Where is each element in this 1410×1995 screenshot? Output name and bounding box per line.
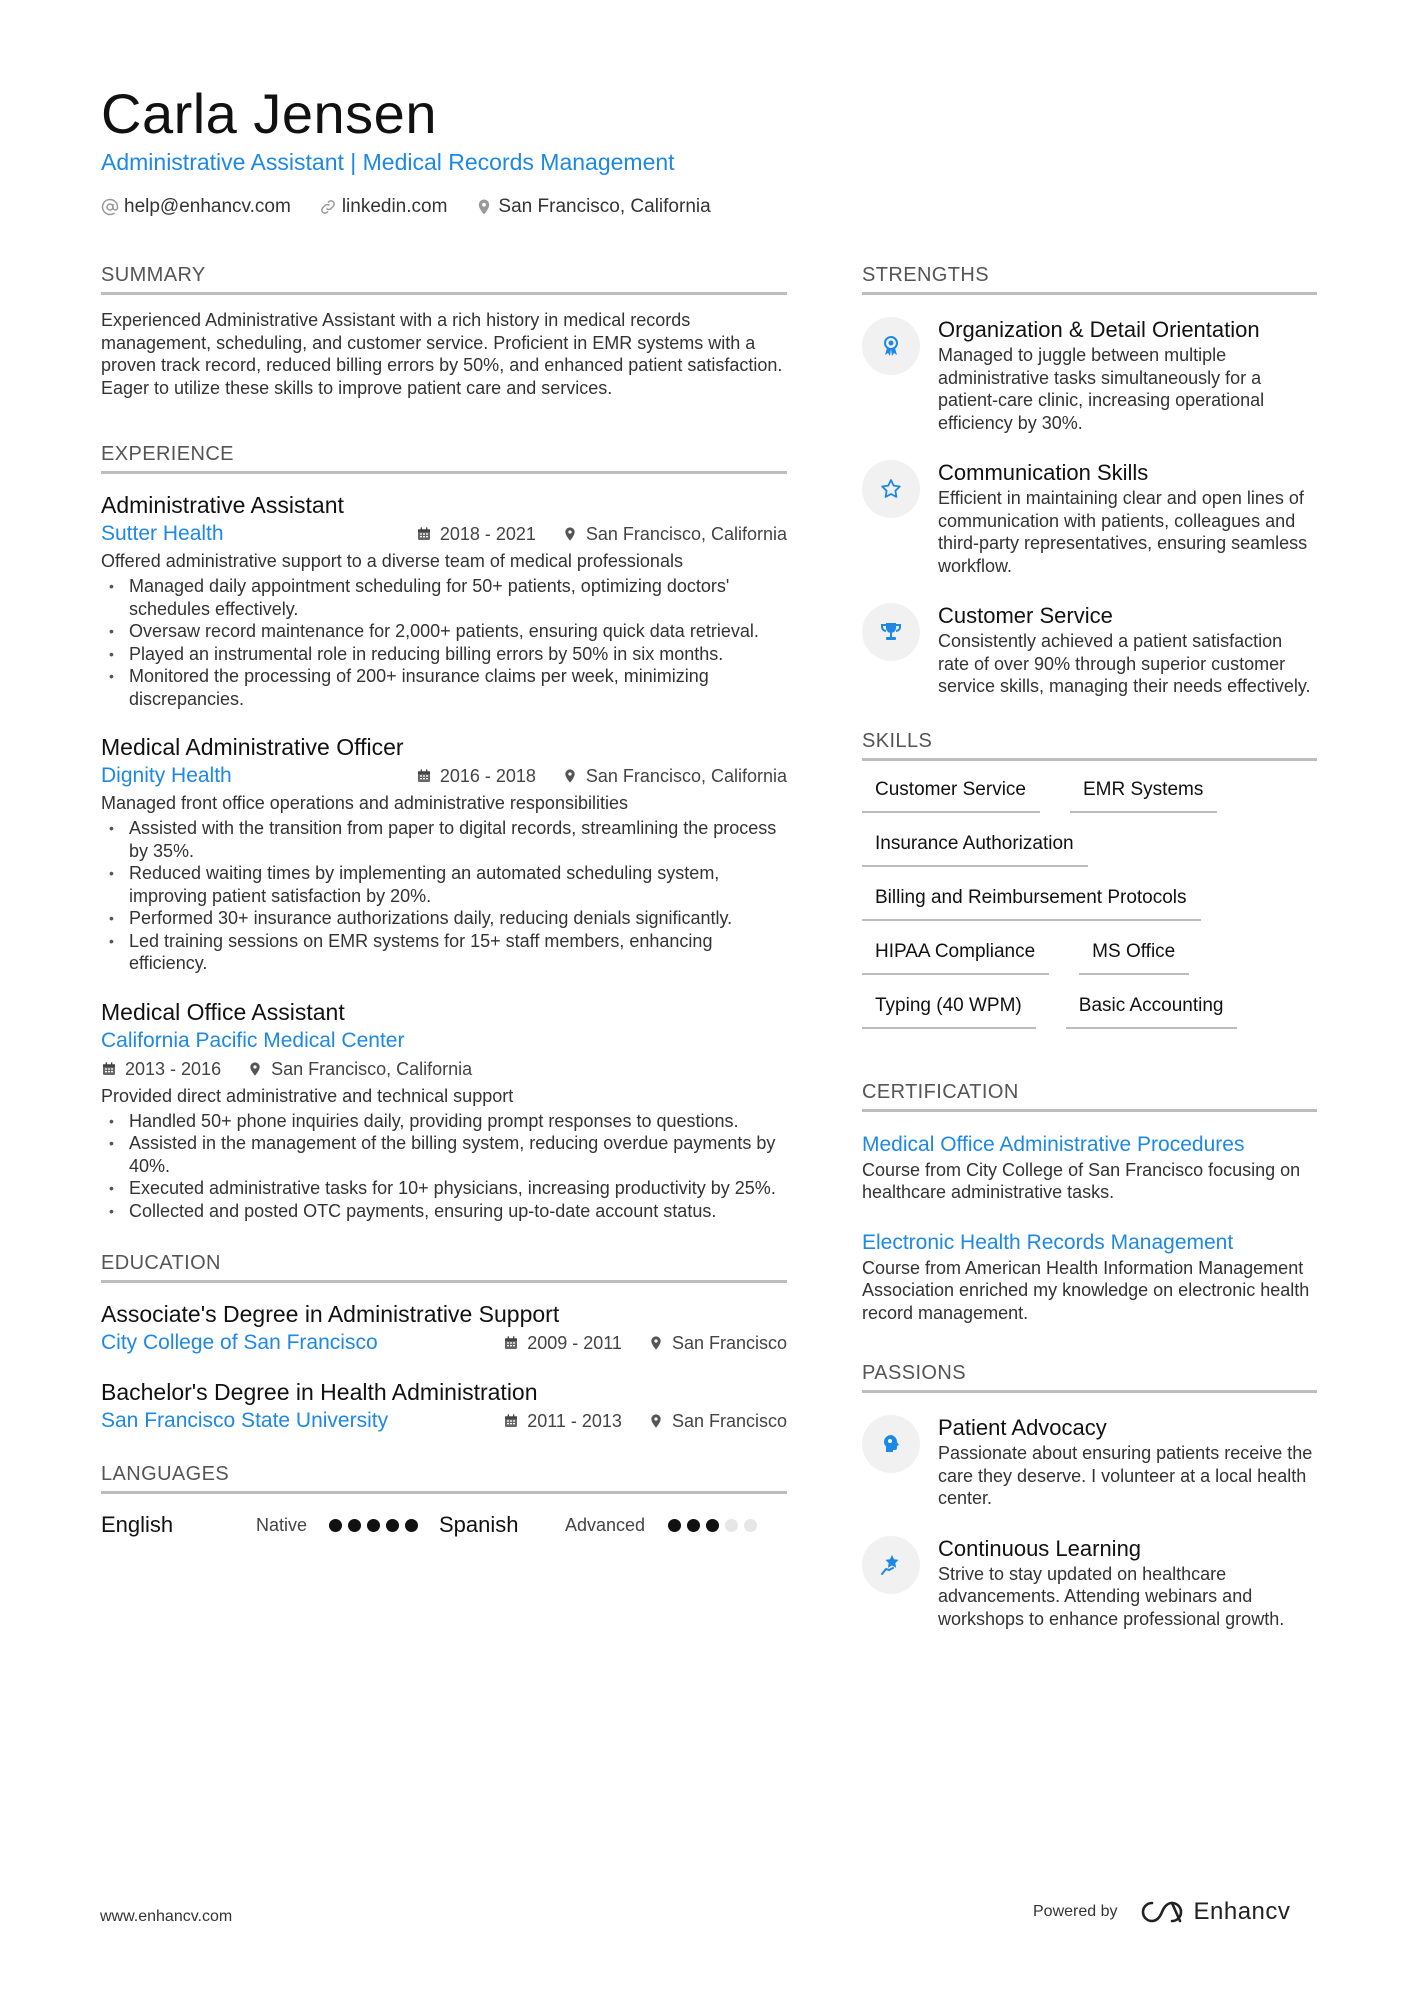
rating-dot-filled — [329, 1519, 342, 1532]
resume-subtitle: Administrative Assistant | Medical Records Management — [101, 149, 675, 175]
job-title: Medical Administrative Officer — [101, 734, 404, 760]
edu-school: City College of San Francisco — [101, 1331, 378, 1354]
education-entry — [101, 1299, 787, 1357]
education-heading: EDUCATION — [101, 1250, 787, 1283]
job-company: Dignity Health — [101, 764, 232, 787]
location-pin-icon — [562, 768, 578, 784]
language-level: Native — [256, 1514, 308, 1535]
certification-heading: CERTIFICATION — [862, 1079, 1317, 1112]
education-section — [101, 1250, 787, 1435]
cert-text: Course from City College of San Francisco focusing on healthcare administrative tasks. — [862, 1159, 1301, 1202]
skills-heading: SKILLS — [862, 728, 1317, 761]
strength-text: Efficient in maintaining clear and open lines of communication with patients, colleagues and third-party representatives, ensuring seamless workflow. — [938, 488, 1308, 576]
contact-bar — [101, 193, 711, 221]
edu-location — [648, 1329, 787, 1357]
footer-url-link[interactable]: www.enhancv.com — [100, 1908, 233, 1925]
edu-school: San Francisco State University — [101, 1409, 389, 1432]
skill-tag: EMR Systems — [1070, 777, 1217, 813]
edu-meta — [101, 1329, 787, 1357]
cert-text: Course from American Health Information Management Association enriched my knowledge on electronic health record management. — [862, 1257, 1310, 1323]
edu-meta-right — [503, 1407, 787, 1435]
job-dates-text: 2018 - 2021 — [439, 524, 536, 544]
summary-section — [101, 262, 787, 399]
job-dates — [416, 762, 536, 790]
passion-item — [862, 1413, 1317, 1510]
skills-row — [862, 993, 1317, 1029]
strengths-heading: STRENGTHS — [862, 262, 1317, 295]
experience-heading: EXPERIENCE — [101, 441, 787, 474]
job-dates-text: 2016 - 2018 — [439, 766, 536, 786]
passions-section — [862, 1360, 1317, 1630]
edu-dates-text: 2011 - 2013 — [527, 1411, 622, 1431]
contact-location — [475, 193, 710, 221]
calendar-icon — [101, 1061, 117, 1077]
strength-title: Communication Skills — [938, 460, 1149, 485]
job-company: Sutter Health — [101, 522, 224, 545]
bullet-item: • Oversaw record maintenance for 2,000+ patients, ensuring quick data retrieval. — [101, 620, 787, 643]
job-company: California Pacific Medical Center — [101, 1028, 405, 1052]
edu-location-text: San Francisco — [671, 1411, 787, 1431]
footer-brand[interactable] — [1033, 1898, 1290, 1926]
rating-dot-filled — [687, 1519, 700, 1532]
enhancv-logo-icon — [1138, 1899, 1186, 1925]
bullet-item: • Led training sessions on EMR systems for 15+ staff members, enhancing efficiency. — [101, 930, 787, 975]
trophy-icon — [879, 620, 903, 644]
job-location — [247, 1055, 472, 1083]
languages-row — [101, 1512, 787, 1538]
contact-email-text: help@enhancv.com — [124, 196, 291, 217]
contact-email[interactable] — [101, 193, 291, 221]
location-pin-icon — [562, 526, 578, 542]
passion-icon-wrap — [862, 1536, 920, 1594]
job-entry — [101, 997, 787, 1223]
skill-tag: Typing (40 WPM) — [862, 993, 1036, 1029]
skills-row — [862, 777, 1317, 813]
job-meta — [101, 520, 787, 548]
language-rating-dots — [329, 1519, 439, 1532]
calendar-icon — [416, 768, 432, 784]
cert-title: Medical Office Administrative Procedures — [862, 1132, 1245, 1156]
edu-dates — [503, 1407, 622, 1435]
job-bullets — [101, 575, 787, 710]
edu-meta — [101, 1407, 787, 1435]
passion-title: Patient Advocacy — [938, 1415, 1107, 1440]
location-pin-icon — [247, 1061, 263, 1077]
job-entry — [101, 732, 787, 975]
strength-item — [862, 601, 1317, 698]
brand-name: Enhancv — [1193, 1898, 1291, 1925]
rating-dot-empty — [725, 1519, 738, 1532]
strengths-section — [862, 262, 1317, 698]
rating-dot-filled — [367, 1519, 380, 1532]
rating-dot-empty — [744, 1519, 757, 1532]
job-dates — [416, 520, 536, 548]
bullet-item: • Collected and posted OTC payments, ensuring up-to-date account status. — [101, 1200, 787, 1223]
rating-dot-filled — [386, 1519, 399, 1532]
rating-dot-filled — [405, 1519, 418, 1532]
bullet-item: • Played an instrumental role in reducing billing errors by 50% in six months. — [101, 643, 787, 666]
award-ribbon-icon — [879, 334, 903, 358]
contact-location-text: San Francisco, California — [498, 196, 711, 217]
certification-section — [862, 1079, 1317, 1325]
job-meta — [101, 762, 787, 790]
bullet-item: • Performed 30+ insurance authorizations daily, reducing denials significantly. — [101, 907, 787, 930]
job-dates — [101, 1055, 221, 1083]
job-bullets — [101, 1110, 787, 1223]
summary-heading: SUMMARY — [101, 262, 787, 295]
skill-tag: MS Office — [1079, 939, 1189, 975]
location-pin-icon — [648, 1335, 664, 1351]
passion-icon-wrap — [862, 1415, 920, 1473]
job-location — [562, 762, 787, 790]
bullet-item: • Executed administrative tasks for 10+ physicians, increasing productivity by 25%. — [101, 1177, 787, 1200]
contact-linkedin-text: linkedin.com — [341, 196, 448, 217]
strength-icon-wrap — [862, 603, 920, 661]
calendar-icon — [503, 1335, 519, 1351]
job-location — [562, 520, 787, 548]
bullet-item: • Reduced waiting times by implementing an automated scheduling system, improving patient satisfaction by 20%. — [101, 862, 787, 907]
bullet-item: • Assisted in the management of the billing system, reducing overdue payments by 40%. — [101, 1132, 787, 1177]
calendar-icon — [416, 526, 432, 542]
job-bullets — [101, 817, 787, 975]
skill-tag: Customer Service — [862, 777, 1040, 813]
edu-location-text: San Francisco — [671, 1333, 787, 1353]
cert-item — [862, 1228, 1317, 1325]
location-pin-icon — [475, 198, 493, 216]
edu-location — [648, 1407, 787, 1435]
right-column — [862, 262, 1317, 1654]
edu-degree: Bachelor's Degree in Health Administration — [101, 1379, 538, 1405]
job-entry — [101, 490, 787, 710]
star-outline-icon — [879, 477, 903, 501]
contact-linkedin[interactable] — [319, 193, 448, 221]
strength-text: Consistently achieved a patient satisfaction rate of over 90% through superior customer service skills, managing their needs effectively. — [938, 631, 1311, 696]
language-rating-dots — [668, 1519, 778, 1532]
skills-row — [862, 939, 1317, 975]
job-meta-right — [416, 520, 787, 548]
strength-title: Organization & Detail Orientation — [938, 317, 1260, 342]
languages-heading: LANGUAGES — [101, 1461, 787, 1494]
skills-list — [862, 777, 1317, 1029]
job-meta — [101, 1027, 787, 1055]
calendar-icon — [503, 1413, 519, 1429]
passion-item — [862, 1534, 1317, 1631]
passion-title: Continuous Learning — [938, 1535, 1142, 1561]
powered-by-label: Powered by — [1033, 1903, 1118, 1920]
passion-text: Passionate about ensuring patients receive the care they deserve. I volunteer at a local health center. — [938, 1443, 1313, 1508]
skill-tag: Insurance Authorization — [862, 831, 1088, 867]
left-column — [101, 262, 787, 1538]
job-meta-right — [416, 762, 787, 790]
location-pin-icon — [648, 1413, 664, 1429]
edu-dates-text: 2009 - 2011 — [527, 1333, 622, 1353]
resume-name: Carla Jensen — [101, 82, 437, 145]
job-location-text: San Francisco, California — [271, 1058, 473, 1079]
edu-degree: Associate's Degree in Administrative Support — [101, 1301, 560, 1327]
job-dates-text: 2013 - 2016 — [125, 1058, 222, 1079]
strength-icon-wrap — [862, 460, 920, 518]
strength-item — [862, 458, 1317, 577]
job-meta-right — [101, 1055, 787, 1083]
star-hand-icon — [879, 1553, 903, 1577]
job-title: Administrative Assistant — [101, 492, 344, 518]
language-level: Advanced — [565, 1514, 646, 1535]
strength-icon-wrap — [862, 317, 920, 375]
summary-text: Experienced Administrative Assistant with a rich history in medical records management, scheduling, and customer service. Proficient in EMR systems with a proven track record, reduced billing errors by 50%, and enhanced patient satisfaction. Eager to utilize these skills to improve patient care and services. — [101, 310, 783, 398]
edu-dates — [503, 1329, 622, 1357]
bullet-item: • Monitored the processing of 200+ insurance claims per week, minimizing discrepancies. — [101, 665, 787, 710]
languages-section — [101, 1461, 787, 1538]
at-icon — [101, 198, 119, 216]
strength-item — [862, 315, 1317, 434]
skills-row — [862, 831, 1317, 867]
strength-title: Customer Service — [938, 603, 1113, 628]
job-location-text: San Francisco, California — [585, 524, 787, 544]
skill-tag: Basic Accounting — [1066, 993, 1238, 1029]
skills-section — [862, 728, 1317, 1029]
language-name: English — [101, 1512, 174, 1537]
skills-row — [862, 885, 1317, 921]
job-description: Provided direct administrative and technical support — [101, 1085, 514, 1106]
job-description: Managed front office operations and administrative responsibilities — [101, 793, 628, 813]
job-description: Offered administrative support to a diverse team of medical professionals — [101, 551, 683, 571]
edu-meta-right — [503, 1329, 787, 1357]
passions-heading: PASSIONS — [862, 1360, 1317, 1393]
cert-title: Electronic Health Records Management — [862, 1230, 1234, 1254]
skill-tag: HIPAA Compliance — [862, 939, 1049, 975]
job-title: Medical Office Assistant — [101, 998, 345, 1025]
bullet-item: • Assisted with the transition from paper to digital records, streamlining the process by 35%. — [101, 817, 787, 862]
strength-text: Managed to juggle between multiple administrative tasks simultaneously for a patient-care clinic, increasing operational efficiency by 30%. — [938, 345, 1265, 433]
link-icon — [319, 198, 337, 216]
bullet-item: • Handled 50+ phone inquiries daily, providing prompt responses to questions. — [101, 1110, 787, 1133]
rating-dot-filled — [348, 1519, 361, 1532]
language-name: Spanish — [439, 1512, 519, 1537]
bullet-item: • Managed daily appointment scheduling for 50+ patients, optimizing doctors' schedules effectively. — [101, 575, 787, 620]
education-entry — [101, 1377, 787, 1435]
skill-tag: Billing and Reimbursement Protocols — [862, 885, 1201, 921]
cert-item — [862, 1130, 1317, 1204]
head-brain-icon — [879, 1432, 903, 1456]
rating-dot-filled — [706, 1519, 719, 1532]
experience-section — [101, 441, 787, 1222]
passion-text: Strive to stay updated on healthcare advancements. Attending webinars and workshops to enhance professional growth. — [938, 1563, 1285, 1629]
job-location-text: San Francisco, California — [585, 766, 787, 786]
rating-dot-filled — [668, 1519, 681, 1532]
brand-logo — [1138, 1898, 1291, 1926]
